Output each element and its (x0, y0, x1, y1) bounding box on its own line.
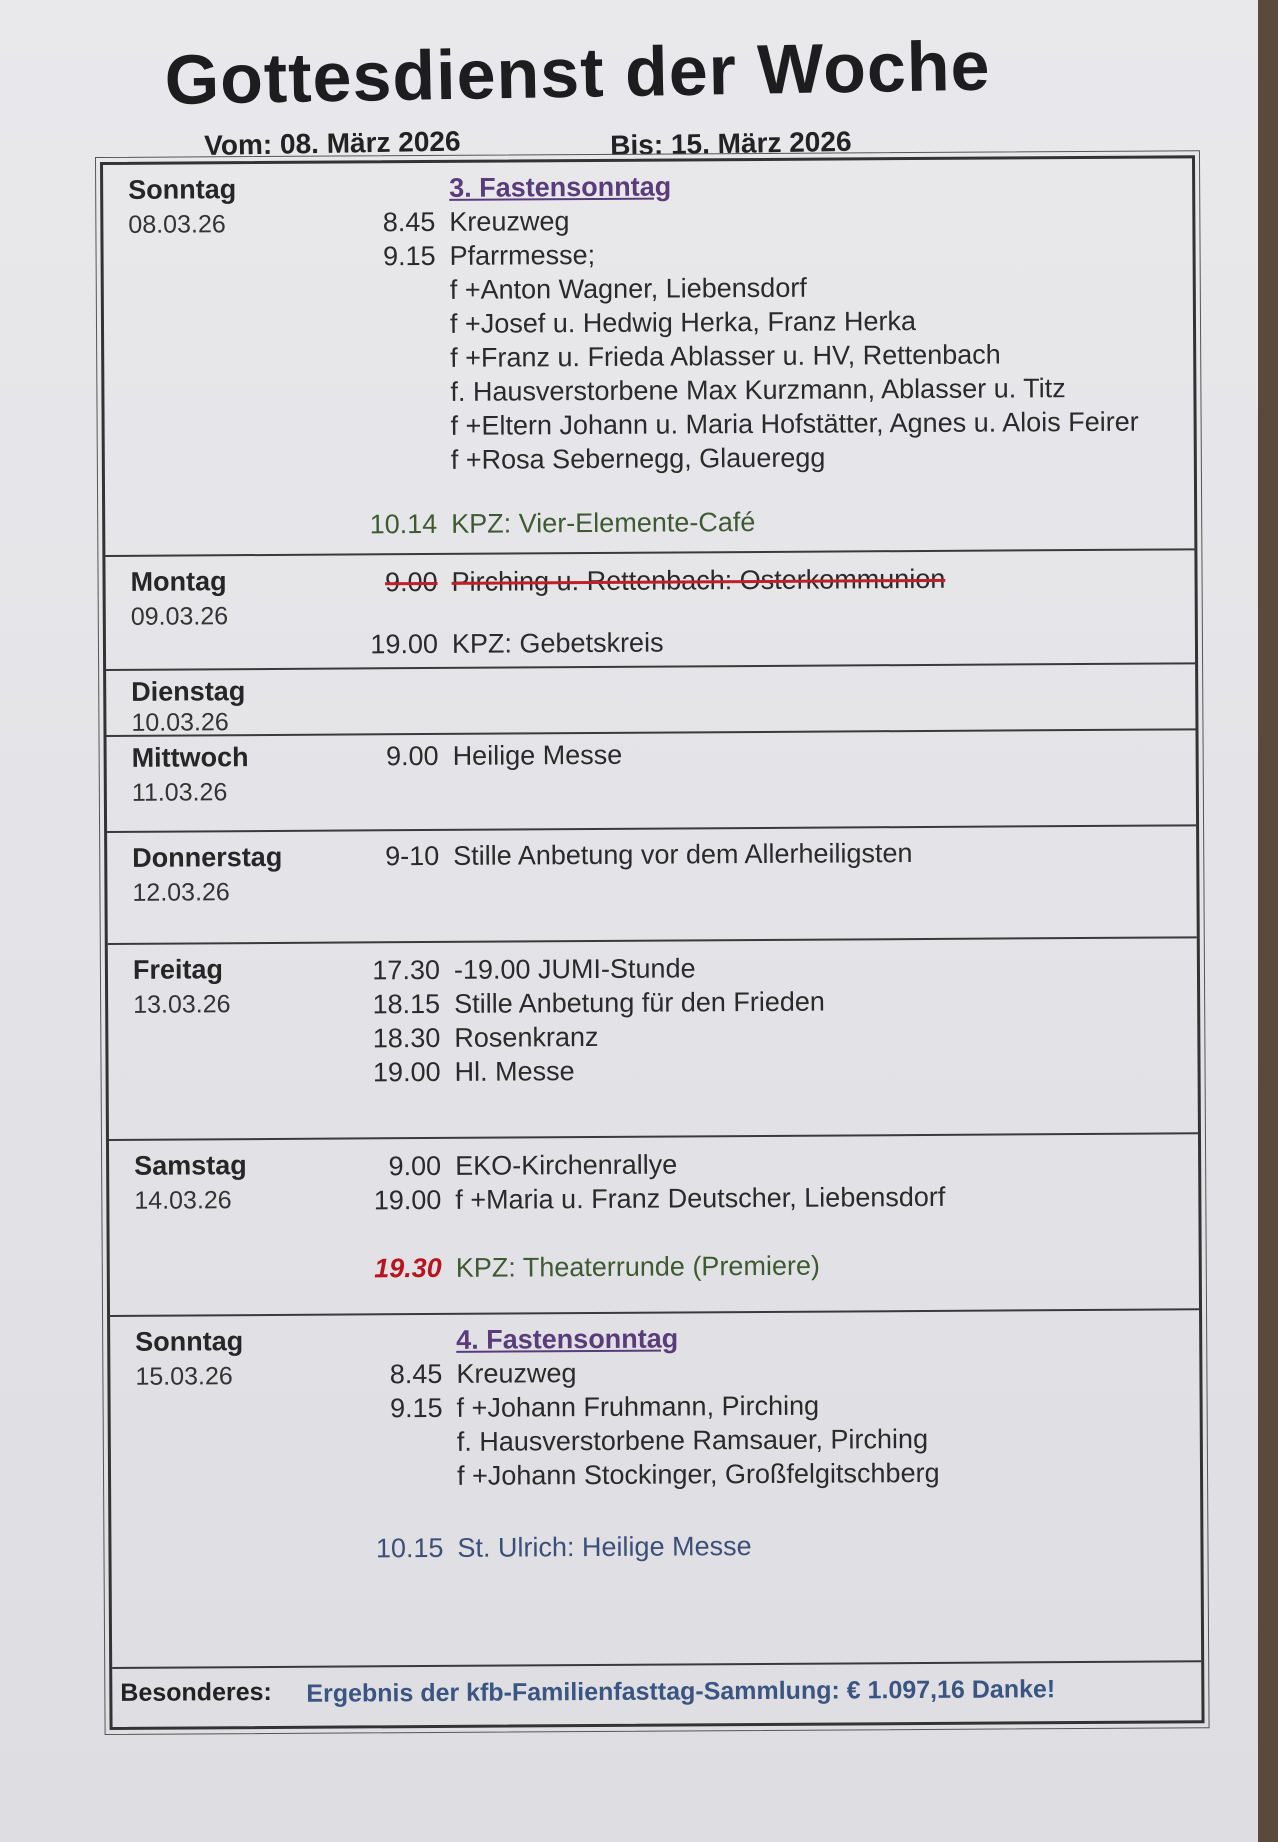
time (304, 275, 436, 276)
schedule-line (109, 1180, 1198, 1221)
time (311, 1461, 443, 1462)
schedule-line (108, 1052, 1197, 1093)
date-from: Vom: 08. März 2026 (204, 125, 461, 161)
entry-text: f. Hausverstorbene Ramsauer, Pirching (456, 1423, 929, 1457)
day-name: Donnerstag (132, 841, 283, 873)
entry-text: Kreuzweg (456, 1358, 577, 1389)
time: 9.00 (385, 740, 439, 772)
entry-text: EKO-Kirchenrallye (455, 1149, 678, 1181)
special-text: Ergebnis der kfb-Familienfasttag-Sammlung: € 1.097,16 Danke! (306, 1675, 1056, 1708)
entry-text: f +Maria u. Franz Deutscher, Liebensdorf (455, 1181, 946, 1215)
day-date: 11.03.26 (131, 778, 228, 807)
day-date: 08.03.26 (128, 210, 226, 239)
entry-text: Pfarrmesse; (449, 239, 596, 271)
entry-text: KPZ: Gebetskreis (451, 627, 664, 659)
entry-text: Kreuzweg (449, 206, 570, 237)
time (305, 411, 437, 412)
time: 10.14 (369, 508, 438, 540)
day-row-mittwoch (107, 730, 1197, 833)
time: 19.00 (372, 1056, 441, 1088)
feast-title: 3. Fastensonntag (449, 171, 672, 203)
day-date: 13.03.26 (133, 990, 231, 1019)
day-row-dienstag (106, 664, 1195, 737)
day-name: Montag (130, 566, 227, 597)
entry-text: -19.00 JUMI-Stunde (453, 953, 696, 985)
entry-text: St. Ulrich: Heilige Messe (457, 1531, 752, 1563)
day-name: Freitag (132, 954, 224, 985)
time: 8.45 (389, 1358, 443, 1390)
day-date: 14.03.26 (134, 1186, 232, 1215)
time: 9.00 (384, 566, 438, 598)
entry-text: f +Franz u. Frieda Ablasser u. HV, Rettenbach (450, 339, 1001, 373)
time: 9-10 (385, 840, 440, 872)
time: 18.15 (372, 988, 441, 1020)
schedule-line (110, 1248, 1199, 1289)
day-row-samstag (109, 1134, 1199, 1317)
time: 19.00 (370, 628, 439, 660)
entry-text: Stille Anbetung für den Frieden (454, 986, 825, 1019)
entry-text: Rosenkranz (454, 1021, 599, 1053)
schedule-line (107, 736, 1196, 777)
page-title: Gottesdienst der Woche (164, 26, 992, 119)
time: 9.15 (382, 240, 436, 272)
time (305, 445, 437, 446)
feast-title: 4. Fastensonntag (456, 1323, 679, 1355)
special-row (112, 1662, 1201, 1727)
schedule-line (105, 504, 1194, 545)
day-row-montag (105, 550, 1195, 671)
day-row-freitag (108, 938, 1198, 1141)
time: 8.45 (382, 206, 436, 238)
entry-text: f +Johann Fruhmann, Pirching (456, 1390, 820, 1423)
day-name: Mittwoch (131, 742, 249, 773)
day-name: Sonntag (135, 1326, 244, 1357)
schedule-line (111, 1528, 1200, 1569)
entry-text: f +Josef u. Hedwig Herka, Franz Herka (449, 306, 917, 339)
date-to: Bis: 15. März 2026 (610, 125, 852, 161)
day-name: Sonntag (128, 174, 237, 205)
entry-text: KPZ: Vier-Elemente-Café (451, 507, 756, 539)
schedule-line (111, 1456, 1200, 1497)
day-row-donnerstag (107, 826, 1197, 945)
time (304, 309, 436, 310)
schedule-table (100, 155, 1205, 1730)
time: 17.30 (372, 954, 441, 986)
time (304, 377, 436, 378)
entry-text: Hl. Messe (454, 1056, 575, 1087)
entry-text: Pirching u. Rettenbach: Osterkommunion (451, 563, 946, 597)
entry-text: KPZ: Theaterrunde (Premiere) (455, 1250, 821, 1283)
time: 9.00 (388, 1150, 442, 1182)
day-name: Dienstag (131, 676, 246, 707)
day-name: Samstag (134, 1150, 247, 1181)
time: 10.15 (375, 1532, 444, 1564)
day-date: 15.03.26 (135, 1362, 233, 1391)
handwritten-time: 19.30 (374, 1252, 442, 1284)
entry-text: f. Hausverstorbene Max Kurzmann, Ablasser u. Titz (450, 373, 1066, 407)
time (310, 1325, 442, 1326)
schedule-line (105, 440, 1194, 481)
cancelled-line (105, 562, 1194, 603)
time (303, 173, 435, 174)
day-row-sonntag-2 (110, 1310, 1201, 1669)
special-label: Besonderes: (120, 1677, 272, 1707)
entry-text: Heilige Messe (452, 739, 623, 771)
entry-text: Stille Anbetung vor dem Allerheiligsten (453, 838, 913, 871)
schedule-line (107, 836, 1196, 877)
time (304, 343, 436, 344)
time: 18.30 (372, 1022, 441, 1054)
day-row-sonntag-1 (103, 158, 1194, 557)
time: 19.00 (373, 1184, 442, 1216)
day-date: 12.03.26 (132, 878, 230, 907)
day-date: 09.03.26 (130, 602, 229, 631)
time (311, 1427, 443, 1428)
entry-text: f +Anton Wagner, Liebensdorf (449, 272, 807, 305)
day-date: 10.03.26 (131, 708, 229, 737)
time: 9.15 (389, 1392, 443, 1424)
schedule-line (106, 624, 1195, 665)
entry-text: f +Eltern Johann u. Maria Hofstätter, Agnes u. Alois Feirer (450, 406, 1139, 441)
entry-text: f +Rosa Sebernegg, Glaueregg (450, 442, 826, 475)
entry-text: f +Johann Stockinger, Großfelgitschberg (456, 1457, 940, 1491)
